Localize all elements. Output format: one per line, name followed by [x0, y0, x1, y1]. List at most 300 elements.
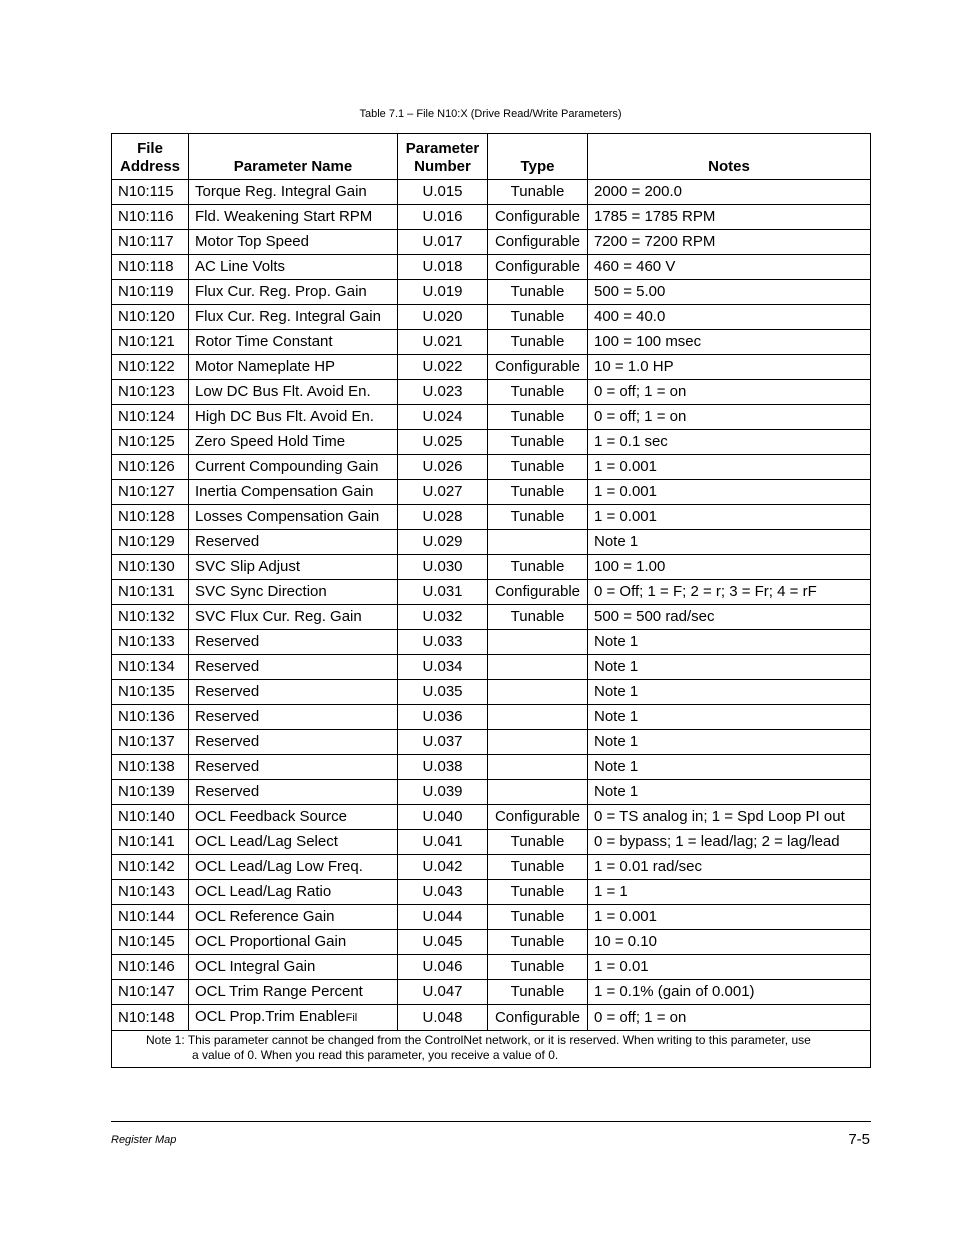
cell-file-address-text: N10:141	[118, 833, 175, 850]
cell-parameter-number	[398, 205, 488, 230]
cell-parameter-name-text: Torque Reg. Integral Gain	[195, 183, 367, 200]
table-row	[112, 555, 871, 580]
cell-notes	[588, 355, 871, 380]
cell-file-address	[112, 455, 189, 480]
cell-type	[488, 655, 588, 680]
header-parameter-name: Parameter Name	[189, 134, 398, 180]
cell-parameter-name	[189, 855, 398, 880]
cell-parameter-number	[398, 655, 488, 680]
cell-parameter-name	[189, 630, 398, 655]
cell-notes-text: 1 = 0.001	[594, 458, 657, 475]
cell-parameter-number	[398, 705, 488, 730]
cell-notes	[588, 305, 871, 330]
cell-file-address	[112, 830, 189, 855]
cell-parameter-number	[398, 530, 488, 555]
cell-parameter-number-text: U.035	[422, 683, 463, 700]
cell-type	[488, 530, 588, 555]
note-text-line2: a value of 0. When you read this parameter, you receive a value of 0.	[192, 1048, 559, 1062]
cell-file-address-text: N10:135	[118, 683, 175, 700]
cell-file-address	[112, 180, 189, 205]
cell-type-text: Tunable	[510, 958, 565, 975]
cell-notes-text: 0 = off; 1 = on	[594, 408, 687, 425]
cell-type	[488, 405, 588, 430]
cell-file-address	[112, 480, 189, 505]
cell-parameter-number-text: U.034	[422, 658, 463, 675]
cell-type-text: Tunable	[510, 608, 565, 625]
cell-parameter-number-text: U.023	[422, 383, 463, 400]
cell-file-address-text: N10:139	[118, 783, 175, 800]
cell-parameter-number-text: U.024	[422, 408, 463, 425]
cell-parameter-name-text: Motor Nameplate HP	[195, 358, 336, 375]
cell-parameter-number	[398, 930, 488, 955]
table-row	[112, 305, 871, 330]
parameter-name-suffix: Fil	[345, 1012, 358, 1024]
cell-parameter-number	[398, 980, 488, 1005]
cell-type	[488, 780, 588, 805]
cell-parameter-name-text: Reserved	[195, 758, 260, 775]
cell-parameter-name-text: Reserved	[195, 658, 260, 675]
cell-type-text: Tunable	[510, 383, 565, 400]
table-row	[112, 955, 871, 980]
note-text-line1: This parameter cannot be changed from the ControlNet network, or it is reserved. When writing to this parameter, use	[187, 1033, 811, 1047]
cell-parameter-number	[398, 505, 488, 530]
cell-parameter-name-text: OCL Integral Gain	[195, 958, 316, 975]
cell-type-text: Tunable	[510, 983, 565, 1000]
cell-file-address-text: N10:123	[118, 383, 175, 400]
cell-parameter-name	[189, 955, 398, 980]
table-row	[112, 655, 871, 680]
cell-notes	[588, 805, 871, 830]
cell-parameter-number	[398, 305, 488, 330]
cell-parameter-name	[189, 1005, 398, 1031]
table-caption: Table 7.1 – File N10:X (Drive Read/Write Parameters)	[359, 108, 622, 120]
cell-notes	[588, 680, 871, 705]
cell-type	[488, 830, 588, 855]
cell-parameter-number-text: U.044	[422, 908, 463, 925]
cell-notes	[588, 630, 871, 655]
cell-parameter-name	[189, 205, 398, 230]
table-row	[112, 430, 871, 455]
cell-notes	[588, 280, 871, 305]
cell-file-address	[112, 855, 189, 880]
cell-notes-text: 1 = 0.1 sec	[594, 433, 668, 450]
cell-type-text: Tunable	[510, 458, 565, 475]
table-row	[112, 330, 871, 355]
cell-parameter-name	[189, 655, 398, 680]
cell-notes-text: 500 = 5.00	[594, 283, 666, 300]
cell-file-address	[112, 355, 189, 380]
cell-file-address-text: N10:127	[118, 483, 175, 500]
cell-parameter-name-text: Reserved	[195, 708, 260, 725]
cell-type	[488, 430, 588, 455]
cell-parameter-name	[189, 355, 398, 380]
cell-type	[488, 905, 588, 930]
cell-notes-text: 1 = 0.001	[594, 908, 657, 925]
cell-parameter-name-text: Rotor Time Constant	[195, 333, 333, 350]
cell-file-address	[112, 280, 189, 305]
cell-notes-text: Note 1	[594, 633, 639, 650]
cell-parameter-number-text: U.016	[422, 208, 463, 225]
cell-parameter-number-text: U.045	[422, 933, 463, 950]
cell-notes	[588, 980, 871, 1005]
header-parameter-number: Parameter Number	[398, 134, 488, 180]
cell-notes-text: 100 = 100 msec	[594, 333, 702, 350]
cell-type-text: Tunable	[510, 308, 565, 325]
cell-file-address-text: N10:131	[118, 583, 175, 600]
cell-file-address	[112, 780, 189, 805]
cell-type-text: Tunable	[510, 558, 565, 575]
cell-parameter-number	[398, 605, 488, 630]
cell-type-text: Configurable	[494, 258, 581, 275]
cell-file-address	[112, 580, 189, 605]
cell-parameter-number	[398, 905, 488, 930]
table-row	[112, 805, 871, 830]
cell-file-address	[112, 205, 189, 230]
cell-notes	[588, 755, 871, 780]
cell-file-address-text: N10:119	[118, 283, 174, 300]
cell-parameter-number	[398, 280, 488, 305]
cell-notes-text: Note 1	[594, 733, 639, 750]
cell-notes	[588, 405, 871, 430]
cell-parameter-name-text: OCL Trim Range Percent	[195, 983, 363, 1000]
cell-parameter-name	[189, 430, 398, 455]
cell-file-address	[112, 555, 189, 580]
cell-file-address-text: N10:130	[118, 558, 175, 575]
cell-type-text: Tunable	[510, 333, 565, 350]
cell-type	[488, 930, 588, 955]
cell-parameter-name	[189, 980, 398, 1005]
cell-file-address	[112, 955, 189, 980]
cell-parameter-name	[189, 830, 398, 855]
cell-parameter-name-text: Fld. Weakening Start RPM	[195, 208, 373, 225]
cell-parameter-name-text: Losses Compensation Gain	[195, 508, 380, 525]
cell-notes	[588, 530, 871, 555]
cell-notes-text: Note 1	[594, 783, 639, 800]
cell-notes	[588, 880, 871, 905]
cell-notes-text: 100 = 1.00	[594, 558, 666, 575]
table-note-row	[112, 1031, 871, 1068]
cell-parameter-name	[189, 680, 398, 705]
cell-type	[488, 305, 588, 330]
cell-parameter-name	[189, 480, 398, 505]
cell-type-text: Configurable	[494, 233, 581, 250]
cell-type-text: Configurable	[494, 1008, 581, 1026]
cell-parameter-number	[398, 855, 488, 880]
cell-notes	[588, 855, 871, 880]
cell-type-text: Tunable	[510, 933, 565, 950]
cell-file-address	[112, 905, 189, 930]
cell-file-address-text: N10:121	[118, 333, 175, 350]
table-row	[112, 380, 871, 405]
cell-parameter-number-text: U.030	[422, 558, 463, 575]
table-row	[112, 930, 871, 955]
cell-parameter-number-text: U.046	[422, 958, 463, 975]
cell-notes	[588, 605, 871, 630]
cell-parameter-number-text: U.017	[422, 233, 463, 250]
cell-type-text: Tunable	[510, 833, 565, 850]
cell-parameter-name-text: Reserved	[195, 633, 260, 650]
cell-parameter-name-text: SVC Flux Cur. Reg. Gain	[195, 608, 362, 625]
cell-parameter-name-text: OCL Prop.Trim Enable	[195, 1008, 346, 1025]
cell-file-address-text: N10:125	[118, 433, 175, 450]
cell-type	[488, 705, 588, 730]
cell-parameter-number-text: U.018	[422, 258, 463, 275]
cell-parameter-number	[398, 355, 488, 380]
cell-parameter-number	[398, 380, 488, 405]
table-row	[112, 830, 871, 855]
cell-parameter-number	[398, 555, 488, 580]
cell-notes	[588, 205, 871, 230]
cell-type	[488, 230, 588, 255]
cell-parameter-number	[398, 455, 488, 480]
cell-parameter-name	[189, 555, 398, 580]
table-row	[112, 755, 871, 780]
cell-file-address-text: N10:137	[118, 733, 175, 750]
cell-parameter-name	[189, 180, 398, 205]
table-row	[112, 605, 871, 630]
cell-notes	[588, 255, 871, 280]
cell-notes	[588, 330, 871, 355]
cell-type-text: Tunable	[510, 883, 565, 900]
cell-notes	[588, 555, 871, 580]
cell-file-address-text: N10:142	[118, 858, 175, 875]
cell-parameter-number	[398, 805, 488, 830]
cell-parameter-name	[189, 805, 398, 830]
cell-parameter-number-text: U.015	[422, 183, 463, 200]
cell-parameter-number-text: U.020	[422, 308, 463, 325]
cell-file-address	[112, 705, 189, 730]
cell-parameter-number-text: U.037	[422, 733, 463, 750]
cell-parameter-name	[189, 755, 398, 780]
cell-parameter-number	[398, 180, 488, 205]
table-row	[112, 630, 871, 655]
cell-file-address-text: N10:117	[118, 233, 174, 250]
cell-type	[488, 205, 588, 230]
cell-file-address	[112, 980, 189, 1005]
cell-parameter-name-text: Reserved	[195, 733, 260, 750]
table-row	[112, 1005, 871, 1031]
cell-notes-text: 1 = 0.001	[594, 483, 657, 500]
cell-file-address	[112, 505, 189, 530]
note-label: Note 1:	[146, 1033, 185, 1047]
cell-file-address	[112, 305, 189, 330]
cell-parameter-name	[189, 405, 398, 430]
cell-type-text: Configurable	[494, 583, 581, 600]
cell-parameter-name	[189, 730, 398, 755]
cell-notes-text: 0 = TS analog in; 1 = Spd Loop PI out	[594, 808, 845, 825]
cell-parameter-name	[189, 705, 398, 730]
cell-type-text: Configurable	[494, 358, 581, 375]
cell-notes	[588, 930, 871, 955]
cell-type	[488, 180, 588, 205]
cell-file-address	[112, 230, 189, 255]
table-row	[112, 855, 871, 880]
cell-parameter-number-text: U.022	[422, 358, 463, 375]
cell-parameter-number-text: U.025	[422, 433, 463, 450]
header-notes: Notes	[588, 134, 871, 180]
cell-parameter-name	[189, 530, 398, 555]
cell-notes	[588, 580, 871, 605]
cell-type	[488, 1005, 588, 1031]
cell-notes-text: 1 = 0.001	[594, 508, 657, 525]
cell-parameter-number	[398, 630, 488, 655]
cell-type-text: Tunable	[510, 508, 565, 525]
cell-type	[488, 355, 588, 380]
cell-parameter-name	[189, 505, 398, 530]
cell-parameter-name	[189, 305, 398, 330]
cell-parameter-name	[189, 580, 398, 605]
cell-parameter-number-text: U.041	[422, 833, 463, 850]
cell-parameter-number-text: U.028	[422, 508, 463, 525]
cell-notes-text: 1 = 0.1% (gain of 0.001)	[594, 983, 755, 1000]
cell-notes-text: 7200 = 7200 RPM	[594, 233, 716, 250]
cell-file-address-text: N10:148	[118, 1008, 175, 1026]
cell-file-address	[112, 930, 189, 955]
cell-parameter-name-text: Reserved	[195, 683, 260, 700]
cell-type	[488, 555, 588, 580]
table-row	[112, 980, 871, 1005]
cell-file-address-text: N10:146	[118, 958, 175, 975]
cell-notes	[588, 480, 871, 505]
cell-type	[488, 505, 588, 530]
cell-type	[488, 805, 588, 830]
table-row	[112, 580, 871, 605]
cell-notes-text: 0 = off; 1 = on	[594, 383, 687, 400]
cell-type	[488, 980, 588, 1005]
cell-parameter-name-text: OCL Lead/Lag Low Freq.	[195, 858, 363, 875]
table-row	[112, 705, 871, 730]
cell-parameter-number	[398, 680, 488, 705]
header-file-address: File Address	[112, 134, 189, 180]
cell-file-address-text: N10:133	[118, 633, 175, 650]
cell-type-text: Tunable	[510, 408, 565, 425]
table-row	[112, 280, 871, 305]
cell-parameter-name-text: OCL Reference Gain	[195, 908, 335, 925]
cell-notes-text: 500 = 500 rad/sec	[594, 608, 715, 625]
cell-file-address-text: N10:129	[118, 533, 175, 550]
cell-type-text: Tunable	[510, 908, 565, 925]
cell-parameter-number	[398, 830, 488, 855]
cell-type-text: Tunable	[510, 283, 565, 300]
cell-parameter-number-text: U.027	[422, 483, 463, 500]
cell-parameter-number	[398, 780, 488, 805]
cell-parameter-name	[189, 455, 398, 480]
cell-notes	[588, 430, 871, 455]
parameter-table	[111, 133, 871, 1068]
cell-parameter-number-text: U.031	[422, 583, 463, 600]
cell-file-address-text: N10:136	[118, 708, 175, 725]
cell-file-address-text: N10:126	[118, 458, 175, 475]
cell-notes-text: Note 1	[594, 708, 639, 725]
cell-parameter-number-text: U.043	[422, 883, 463, 900]
cell-parameter-number-text: U.048	[422, 1008, 463, 1026]
cell-notes	[588, 180, 871, 205]
cell-type-text: Configurable	[494, 208, 581, 225]
table-row	[112, 180, 871, 205]
cell-file-address	[112, 730, 189, 755]
table-body	[112, 180, 871, 1031]
cell-parameter-number-text: U.029	[422, 533, 463, 550]
cell-type-text: Configurable	[494, 808, 581, 825]
cell-parameter-name-text: SVC Sync Direction	[195, 583, 327, 600]
cell-type	[488, 330, 588, 355]
cell-parameter-number	[398, 480, 488, 505]
cell-file-address	[112, 880, 189, 905]
cell-notes-text: 1 = 1	[594, 883, 628, 900]
cell-notes-text: 2000 = 200.0	[594, 183, 683, 200]
cell-parameter-name-text: Current Compounding Gain	[195, 458, 379, 475]
table-row	[112, 780, 871, 805]
cell-notes-text: 10 = 1.0 HP	[594, 358, 674, 375]
footer-page-number: 7-5	[848, 1131, 870, 1148]
cell-notes-text: 460 = 460 V	[594, 258, 676, 275]
cell-file-address	[112, 405, 189, 430]
cell-notes-text: 10 = 0.10	[594, 933, 657, 950]
cell-type	[488, 755, 588, 780]
table-row	[112, 880, 871, 905]
cell-file-address	[112, 430, 189, 455]
cell-parameter-number	[398, 1005, 488, 1031]
table-row	[112, 255, 871, 280]
cell-notes-text: 1 = 0.01 rad/sec	[594, 858, 702, 875]
cell-file-address	[112, 805, 189, 830]
cell-file-address-text: N10:134	[118, 658, 175, 675]
cell-parameter-number-text: U.039	[422, 783, 463, 800]
cell-parameter-name-text: OCL Proportional Gain	[195, 933, 347, 950]
cell-notes	[588, 505, 871, 530]
cell-file-address-text: N10:144	[118, 908, 175, 925]
cell-notes-text: 0 = off; 1 = on	[594, 1008, 687, 1026]
cell-parameter-name	[189, 905, 398, 930]
cell-file-address	[112, 680, 189, 705]
cell-parameter-name-text: SVC Slip Adjust	[195, 558, 301, 575]
cell-file-address	[112, 655, 189, 680]
table-note	[112, 1031, 871, 1068]
table-header-row	[112, 134, 871, 180]
cell-parameter-name-text: Low DC Bus Flt. Avoid En.	[195, 383, 371, 400]
cell-parameter-number-text: U.021	[422, 333, 463, 350]
cell-type	[488, 855, 588, 880]
table-row	[112, 205, 871, 230]
cell-parameter-number	[398, 430, 488, 455]
cell-notes	[588, 705, 871, 730]
cell-parameter-number-text: U.040	[422, 808, 463, 825]
cell-notes-text: 0 = bypass; 1 = lead/lag; 2 = lag/lead	[594, 833, 840, 850]
cell-parameter-name	[189, 230, 398, 255]
cell-notes	[588, 905, 871, 930]
table-row	[112, 480, 871, 505]
cell-type-text: Tunable	[510, 183, 565, 200]
cell-parameter-name-text: High DC Bus Flt. Avoid En.	[195, 408, 374, 425]
cell-parameter-name-text: Reserved	[195, 533, 260, 550]
cell-notes	[588, 955, 871, 980]
cell-file-address	[112, 330, 189, 355]
cell-parameter-number-text: U.033	[422, 633, 463, 650]
cell-file-address-text: N10:122	[118, 358, 175, 375]
cell-type	[488, 455, 588, 480]
cell-file-address-text: N10:120	[118, 308, 175, 325]
cell-parameter-name-text: Flux Cur. Reg. Prop. Gain	[195, 283, 367, 300]
table-row	[112, 455, 871, 480]
table-row	[112, 730, 871, 755]
cell-parameter-number-text: U.026	[422, 458, 463, 475]
cell-notes	[588, 230, 871, 255]
cell-parameter-name	[189, 380, 398, 405]
cell-parameter-number	[398, 230, 488, 255]
footer-section-title: Register Map	[111, 1134, 177, 1146]
cell-notes	[588, 830, 871, 855]
cell-parameter-name-text: OCL Lead/Lag Select	[195, 833, 338, 850]
